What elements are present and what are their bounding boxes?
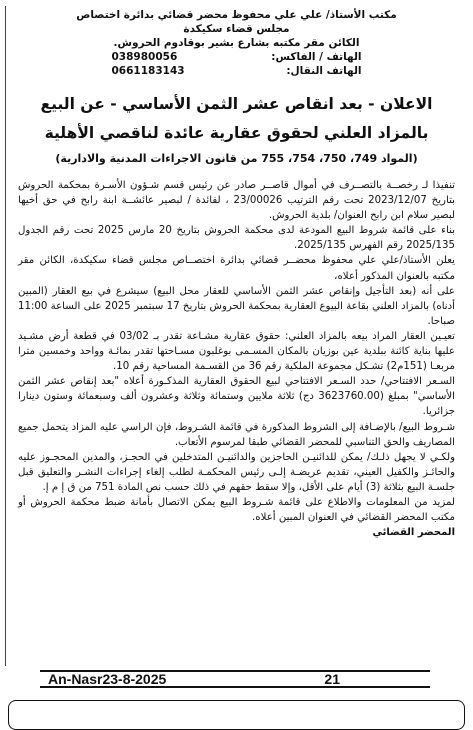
newspaper-date: An-Nasr23-8-2025 bbox=[48, 671, 167, 687]
paragraph-sale-terms: شـروط البيع/ بالإضـافة إلى الشروط المذكورة في قائمة الشـروط، فإن الراسي عليه المزاد يتحمل جميع المصاريف والحق التناسبي للمحضر القضائي طبقا لمرسوم الأتعاب. bbox=[18, 421, 455, 448]
contact-block bbox=[112, 50, 362, 78]
paragraph-property-description: تعيـين العقار المراد بيعه بالمزاد العلني: حقوق عقارية مشـاعة تقدر بـ 03/02 في قطعة أرض مشـيد عليها بناية كائنة ببلدية عين بوزيان بالمكان المسـمى بوغلبون مسـاحتها تقدر بمائـة وواحد وخمسين مترا مربعـا (151م2) تشـكل مجموعة الملكية رقم 36 من القسـمة المساحية رقم 10. bbox=[18, 330, 456, 373]
paragraph-more-info: لمزيد من المعلومات والاطلاع على قائمة شـروط البيع يمكن الاتصال بأمانة ضبط محكمة الحروش أو مكتب المحضر القضائي في العنوان المبين أعلاه. bbox=[18, 496, 455, 524]
paragraph-conditions-deposit: بناء على قائمة شروط البيع المودعة لدى محكمة الحروش بتاريخ 20 مارس 2025 تحت رقم الجدول 2025/135 رقم الفهرس 2025/135. bbox=[18, 225, 455, 252]
announcement-body bbox=[18, 178, 455, 525]
left-margin-rule bbox=[5, 6, 6, 666]
legal-articles-reference: (المواد 749، 750، 754، 755 من قانون الاجراءات المدنية والادارية) bbox=[55, 152, 418, 165]
bailiff-signature: المحضر القضائي bbox=[372, 527, 455, 539]
paragraph-opening-price: السـعر الافتتاحي/ حدد السـعر الافتتاحي لبيع الحقوق العقارية المذكـورة أعلاه "بعد إنقاص عشر الثمن الأساسي" بمبلغ (3623760.00 دج) ثلاثة ملايين وستمائة وثلاثة وعشرون ألف وسبعمائة وستون دينارا جزائريا. bbox=[18, 376, 456, 418]
announcement-title-line-1: الاعلان - بعد انقاص عشر الثمن الأساسي - عن البيع bbox=[40, 95, 433, 113]
paragraph-objections: ولكـي لا يجهل ذلـك/ يمكن للدائنيـن الحاجزين والدائنيـن المتدخلين في الحجـز، والمدين المحجـوز عليه والحائـز والكفيل العيني، تقديم عريضـة إلـى رئيس المحكمـة لطلب إلغاء إجراءات النشـر والتعليق قبل جلسـة البيع بثلاثة (3) أيام على الأقل، وإلا سقط حقهم في ذلك حسب نص المادة 751 من ق إ م إ. bbox=[18, 451, 455, 493]
bailiff-header bbox=[18, 8, 455, 50]
announcement-sheet bbox=[8, 4, 465, 680]
paragraph-authorization: تنفيذا لـ رخصــة بالتصــرف في أموال قاصــر صادر عن رئيس قسم شـؤون الأسـرة بمحكمة الحروش بتاريخ 2023/12/07 تحت رقم الترتيب 23/00026 ، لفائدة / لبصير عائشــة ابنة رابح في حق أخيها لبصير سلام ابن رابح العنوان/ بلدية الحروش. bbox=[18, 180, 455, 222]
council-name: مجلس قضاء سكيكدة bbox=[183, 23, 290, 35]
phone-fax-label: الهاتف / الفاكس: bbox=[271, 51, 362, 63]
paragraph-sale-date: على أنه (بعد التأجيل وإنقاص عشر الثمن الأساسي للعقار محل البيع) سيشرع في بيع العقار (المبين أدناه) بالمزاد العلني بقاعة البيوع العقارية بمحكمة الحروش بتاريخ 17 سبتمبر 2025 على الساعة 11:00 صباحا. bbox=[18, 285, 456, 327]
office-name: مكتب الأستاذ/ علي علي محفوظ محضر قضائي بدائرة اختصاص bbox=[76, 9, 397, 21]
office-address: الكائن مقر مكتبه بشارع بشير بوقادوم الحروش. bbox=[113, 37, 360, 49]
mobile-label: الهاتف النقال: bbox=[286, 65, 362, 77]
paragraph-bailiff-announces: يعلن الأستاذ/علي علي محفوظ محضــر قضائي بدائرة اختصــاص مجلس قضاء سكيكدة، الكائن مقر مكتبه بالعنوان المذكور أعلاه، bbox=[18, 255, 455, 282]
announcement-title-line-2: بالمزاد العلني لحقوق عقارية عائدة لناقصي الأهلية bbox=[44, 124, 429, 142]
newspaper-footer bbox=[40, 670, 430, 688]
mobile-value: 0661183143 bbox=[111, 65, 185, 77]
announcement-title-block bbox=[18, 92, 455, 168]
phone-fax-value: 038980056 bbox=[111, 51, 178, 63]
phone-fax-row bbox=[112, 50, 362, 64]
next-ad-frame bbox=[8, 700, 465, 730]
mobile-row bbox=[112, 64, 362, 78]
page-number: 21 bbox=[324, 671, 340, 687]
